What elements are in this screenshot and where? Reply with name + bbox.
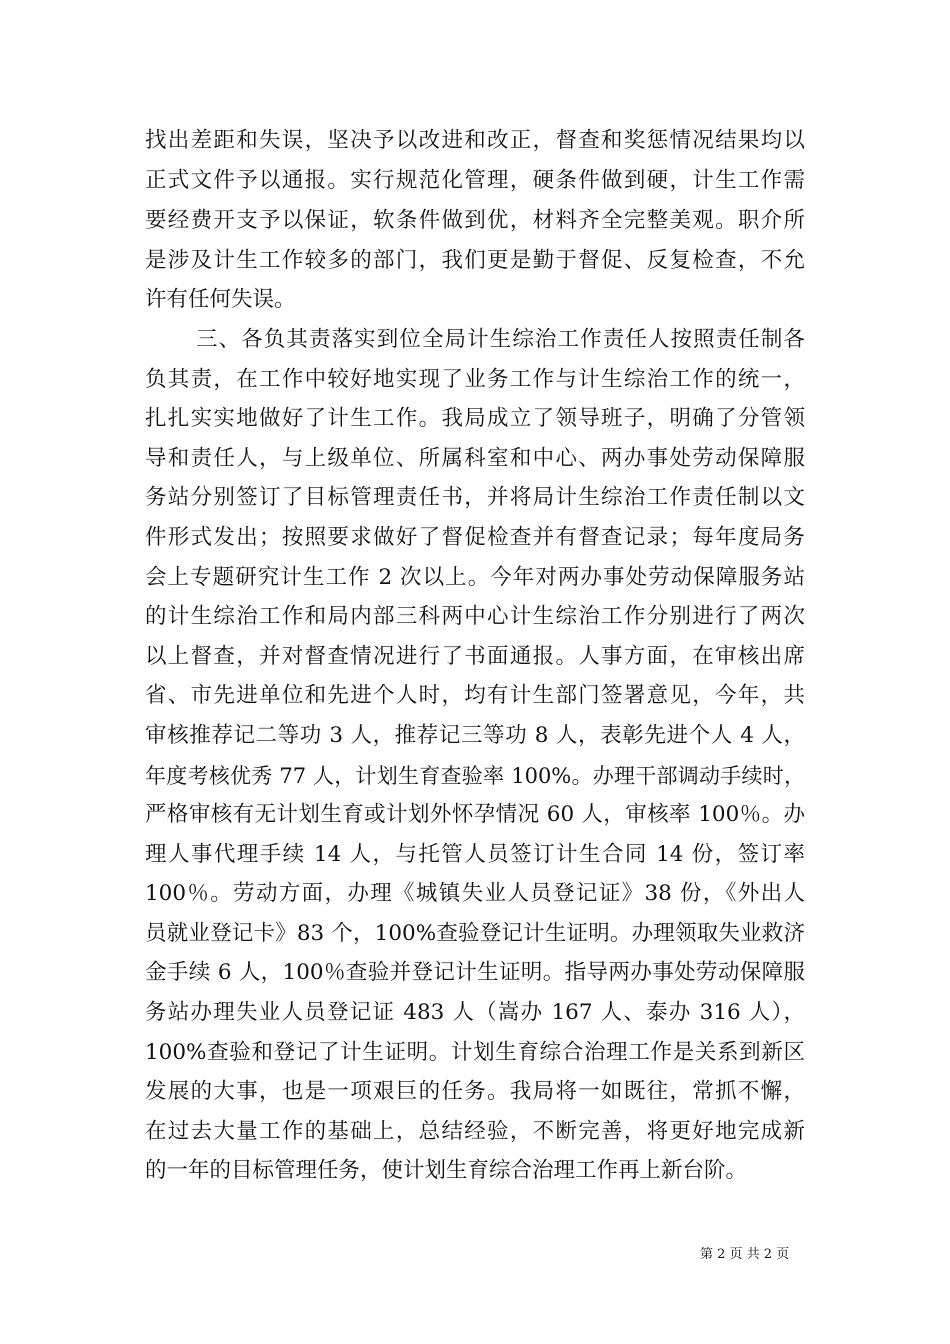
text-line: 在过去大量工作的基础上，总结经验，不断完善，将更好地完成新 xyxy=(145,1119,805,1144)
text-line: 会上专题研究计生工作 2 次以上。今年对两办事处劳动保障服务站 xyxy=(145,565,805,590)
text-line: 三、各负其责落实到位全局计生综治工作责任人按照责任制各 xyxy=(196,327,805,352)
text-line: 严格审核有无计划生育或计划外怀孕情况 60 人，审核率 100％。办 xyxy=(145,802,805,827)
text-line: 以上督查，并对督查情况进行了书面通报。人事方面，在审核出席 xyxy=(145,644,805,669)
text-line: 100%查验和登记了计生证明。计划生育综合治理工作是关系到新区 xyxy=(145,1040,805,1065)
text-line: 扎扎实实地做好了计生工作。我局成立了领导班子，明确了分管领 xyxy=(145,406,805,431)
text-line: 务站分别签订了目标管理责任书，并将局计生综治工作责任制以文 xyxy=(145,485,805,510)
text-line: 员就业登记卡》83 个，100%查验登记计生证明。办理领取失业救济 xyxy=(145,921,805,946)
text-line: 的一年的目标管理任务，使计划生育综合治理工作再上新台阶。 xyxy=(145,1158,748,1183)
text-line: 100％。劳动方面，办理《城镇失业人员登记证》38 份，《外出人 xyxy=(145,881,805,906)
text-line: 发展的大事，也是一项艰巨的任务。我局将一如既往，常抓不懈， xyxy=(145,1079,805,1104)
text-line: 省、市先进单位和先进个人时，均有计生部门签署意见，今年，共 xyxy=(145,683,805,708)
text-line: 是涉及计生工作较多的部门，我们更是勤于督促、反复检查，不允 xyxy=(145,248,805,273)
text-line: 审核推荐记二等功 3 人，推荐记三等功 8 人，表彰先进个人 4 人， xyxy=(145,723,805,748)
page-number: 第 2 页 共 2 页 xyxy=(700,1247,790,1262)
text-line: 金手续 6 人，100％查验并登记计生证明。指导两办事处劳动保障服 xyxy=(145,960,805,985)
text-line: 件形式发出；按照要求做好了督促检查并有督查记录；每年度局务 xyxy=(145,525,805,550)
text-line: 的计生综治工作和局内部三科两中心计生综治工作分别进行了两次 xyxy=(145,604,805,629)
text-line: 务站办理失业人员登记证 483 人（嵩办 167 人、泰办 316 人）， xyxy=(145,1000,805,1025)
text-line: 年度考核优秀 77 人，计划生育查验率 100%。办理干部调动手续时， xyxy=(145,764,805,788)
text-line: 要经费开支予以保证，软条件做到优，材料齐全完整美观。职介所 xyxy=(145,208,805,233)
text-line: 正式文件予以通报。实行规范化管理，硬条件做到硬，计生工作需 xyxy=(145,168,805,193)
text-line: 负其责，在工作中较好地实现了业务工作与计生综治工作的统一， xyxy=(145,367,805,392)
text-line: 导和责任人，与上级单位、所属科室和中心、两办事处劳动保障服 xyxy=(145,446,805,471)
text-line: 许有任何失误。 xyxy=(145,287,296,312)
text-line: 找出差距和失误，坚决予以改进和改正，督查和奖惩情况结果均以 xyxy=(145,128,805,153)
text-line: 理人事代理手续 14 人，与托管人员签订计生合同 14 份，签订率 xyxy=(145,842,805,867)
